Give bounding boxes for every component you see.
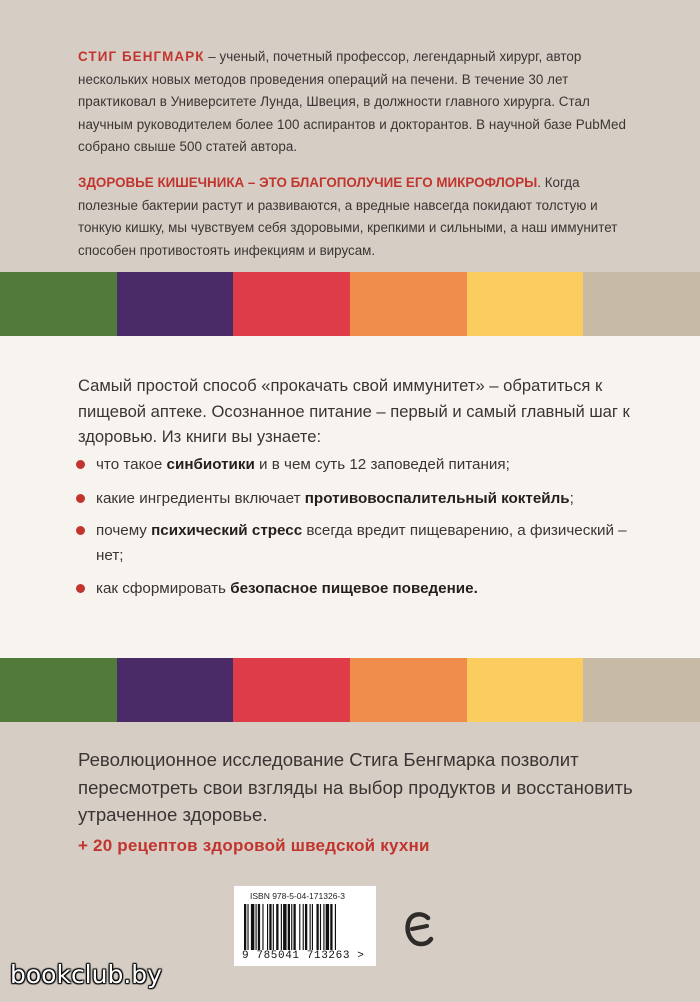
barcode-bar [335,904,336,950]
stripe-purple [117,658,234,722]
barcode-bar [316,904,318,950]
watermark: bookclub.by [10,960,162,989]
stripe-purple [117,272,234,336]
color-stripe-top [0,272,700,336]
list-item: почему психический стресс всегда вредит пищеварению, а физический – нет; [76,518,636,568]
list-item: как сформировать безопасное пищевое поведение. [76,576,636,601]
barcode-bars [244,904,366,950]
bullet-dot-icon [76,494,85,503]
barcode-bar [247,904,248,950]
barcode-bar [323,904,324,950]
barcode-bar [326,904,329,950]
author-name: СТИГ БЕНГМАРК [78,49,205,64]
list-item: какие ингредиенты включает противовоспалительный коктейль; [76,486,636,511]
gut-health-paragraph [78,172,643,262]
barcode-bar [320,904,321,950]
barcode-bar [256,904,257,950]
barcode-bar [262,904,263,950]
stripe-green [0,658,117,722]
barcode-bar [244,904,246,950]
barcode-bar [293,904,295,950]
author-bio [78,46,638,159]
gut-text: . Когда полезные бактерии растут и развиваются, а вредные навсегда покидают толстую и тонкую кишку, мы чувствуем себя здоровыми, крепкими и сильными, а наш иммунитет способен противостоять инфекциям и вирусам. [78,175,618,258]
barcode-bar [305,904,307,950]
stripe-yellow [467,658,584,722]
stripe-red [233,658,350,722]
barcode-bar [310,904,311,950]
barcode-bar [303,904,304,950]
barcode-bar [330,904,332,950]
gut-headline: ЗДОРОВЬЕ КИШЕЧНИКА – ЭТО БЛАГОПОЛУЧИЕ ЕГО МИКРОФЛОРЫ [78,175,538,190]
stripe-orange [350,272,467,336]
barcode-bar [258,904,260,950]
bullet-dot-icon [76,526,85,535]
barcode-bar [251,904,254,950]
barcode-bar [291,904,292,950]
color-stripe-bottom [0,658,700,722]
isbn-label: ISBN 978-5-04-171326-3 [250,891,345,901]
publisher-logo-icon [404,910,434,950]
revolution-text: Революционное исследование Стига Бенгмарка позволит пересмотреть свои взгляды на выбор продуктов и восстановить утраченное здоровье. [78,749,633,825]
list-item: что такое синбиотики и в чем суть 12 заповедей питания; [76,452,636,477]
intro-text: Самый простой способ «прокачать свой иммунитет» – обратиться к пищевой аптеке. Осознанное питание – первый и самый главный шаг к здоровью. Из книги вы узнаете: [78,376,630,446]
stripe-beige [583,658,700,722]
barcode-bar [283,904,286,950]
barcode [234,886,376,966]
author-bio-text: – ученый, почетный профессор, легендарный хирург, автор нескольких новых методов проведения операций на печени. В течение 30 лет практиковал в Университете Лунда, Швеция, в должности главного хирурга. Стал научным руководителем более 100 аспирантов и докторантов. В научной базе PubMed собрано свыше 500 статей автора. [78,49,626,154]
bullet-dot-icon [76,460,85,469]
barcode-bar [312,904,313,950]
features-list [76,452,636,601]
barcode-bar [273,904,274,950]
barcode-bar [299,904,300,950]
barcode-bar [267,904,268,950]
stripe-orange [350,658,467,722]
stripe-green [0,272,117,336]
barcode-bar [276,904,278,950]
barcode-digits: 9 785041 713263 > [242,950,365,962]
barcode-bar [281,904,282,950]
stripe-yellow [467,272,584,336]
stripe-beige [583,272,700,336]
bullet-dot-icon [76,584,85,593]
stripe-red [233,272,350,336]
recipes-line: + 20 рецептов здоровой шведской кухни [78,836,430,855]
barcode-bar [288,904,290,950]
barcode-bar [269,904,271,950]
